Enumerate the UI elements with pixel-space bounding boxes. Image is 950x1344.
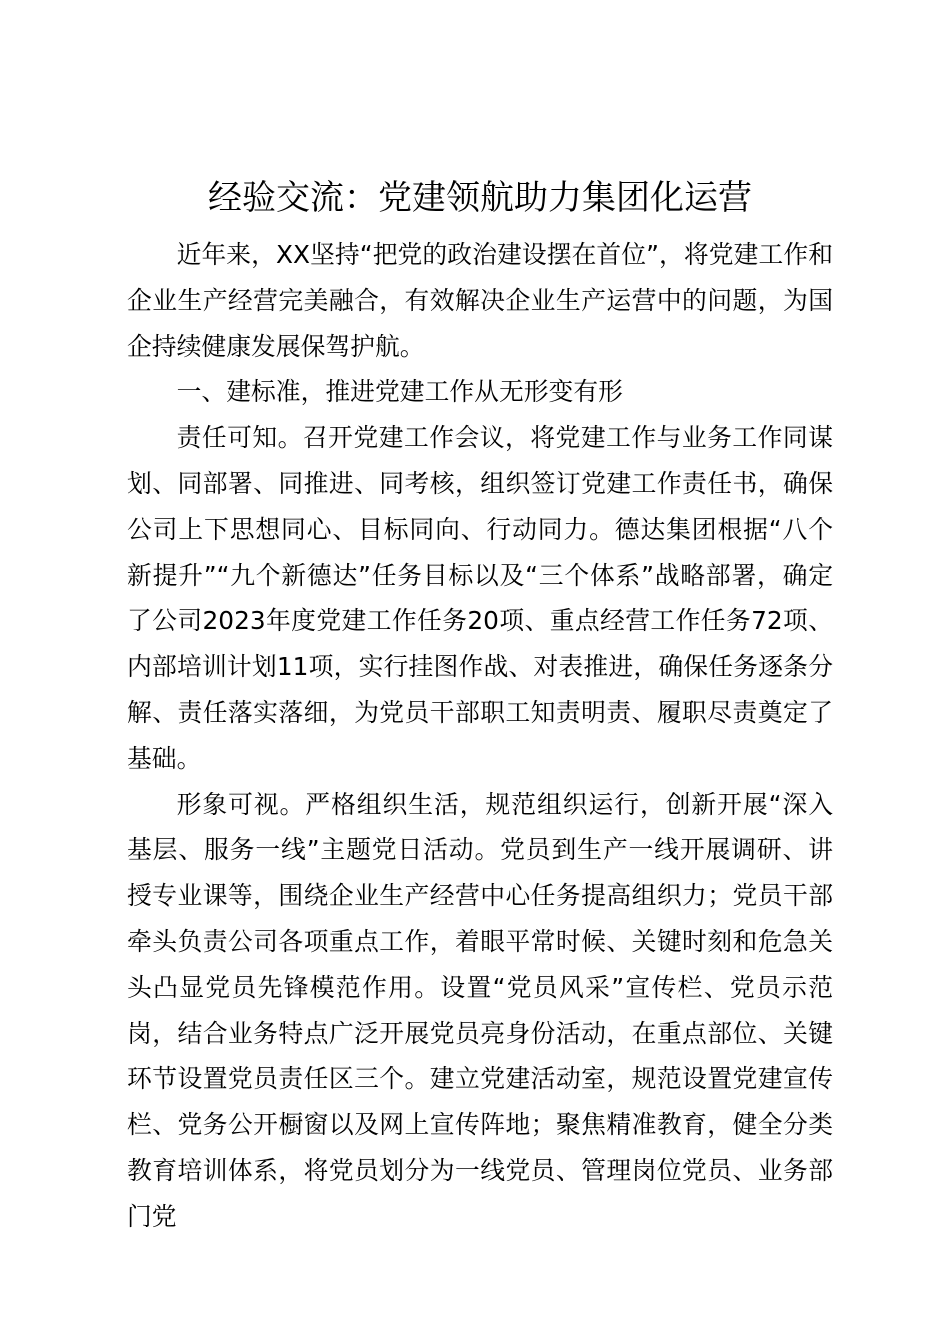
section-heading: 一、建标准，推进党建工作从无形变有形: [176, 377, 623, 407]
responsibility-paragraph: 责任可知。召开党建工作会议，将党建工作与业务工作同谋划、同部署、同推进、同考核，组织签订党建工作责任书，确保公司上下思想同心、目标同向、行动同力。德达集团根据“八个新提升”“九个新德达”任务目标以及“三个体系”战略部署，确定了公司2023年度党建工作任务20项、重点经营工作任务72项、内部培训计划11项，实行挂图作战、对表推进，确保任务逐条分解、责任落实落细，为党员干部职工知责明责、履职尽责奠定了基础。: [127, 423, 833, 773]
document-page: [127, 172, 833, 1240]
intro-paragraph: 近年来，XX坚持“把党的政治建设摆在首位”，将党建工作和企业生产经营完美融合，有效解决企业生产运营中的问题，为国企持续健康发展保驾护航。: [127, 240, 833, 361]
image-paragraph: 形象可视。严格组织生活，规范组织运行，创新开展“深入基层、服务一线”主题党日活动。党员到生产一线开展调研、讲授专业课等，围绕企业生产经营中心任务提高组织力；党员干部牵头负责公司各项重点工作，着眼平常时候、关键时刻和危急关头凸显党员先锋模范作用。设置“党员风采”宣传栏、党员示范岗，结合业务特点广泛开展党员亮身份活动，在重点部位、关键环节设置党员责任区三个。建立党建活动室，规范设置党建宣传栏、党务公开橱窗以及网上宣传阵地；聚焦精准教育，健全分类教育培训体系，将党员划分为一线党员、管理岗位党员、业务部门党: [127, 789, 833, 1231]
document-title: 经验交流：党建领航助力集团化运营: [208, 178, 752, 218]
